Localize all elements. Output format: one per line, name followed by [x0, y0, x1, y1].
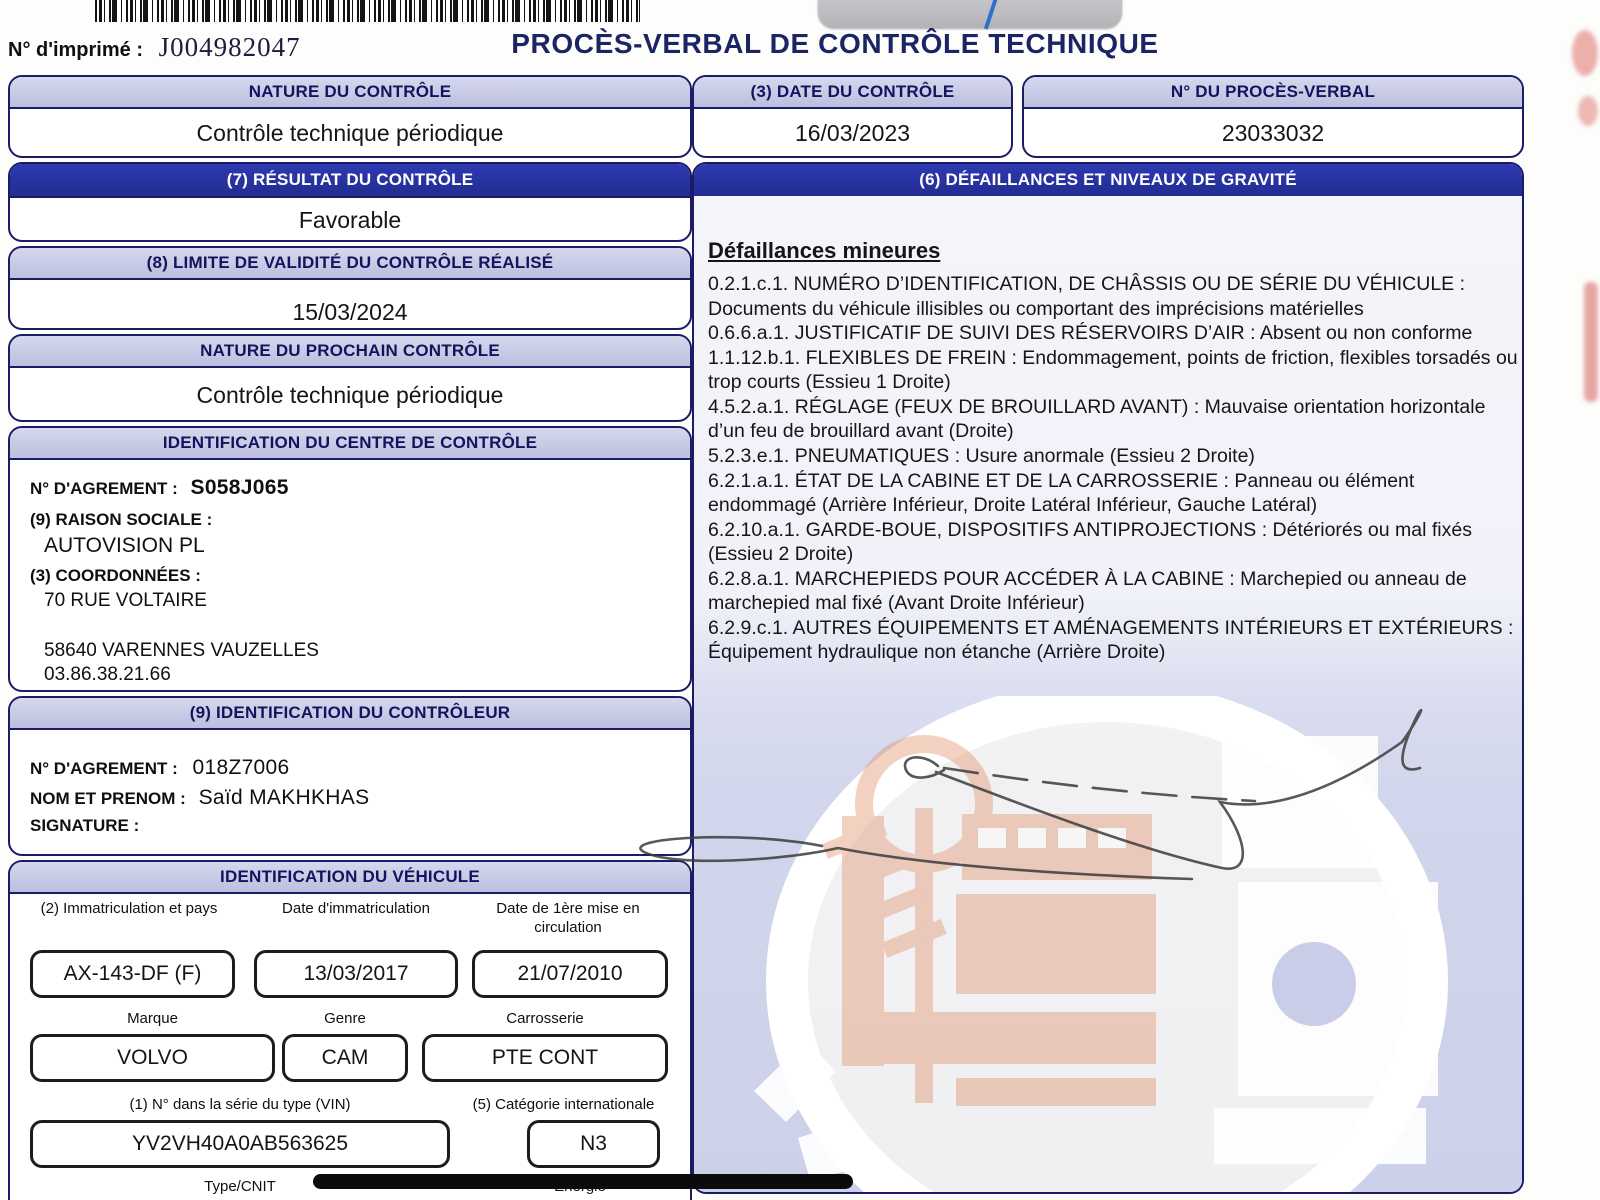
vehicule-label-date-mise-circulation: Date de 1ère mise en circulation [496, 900, 640, 936]
defects-list-block [708, 238, 1524, 665]
centre-agrement-value: S058J065 [190, 476, 289, 499]
vehicule-categorie-value: N3 [527, 1120, 660, 1168]
section-header: IDENTIFICATION DU VÉHICULE [10, 862, 690, 894]
vehicule-date-mise-circulation-value: 21/07/2010 [472, 950, 668, 998]
section-header: NATURE DU CONTRÔLE [10, 77, 690, 109]
scan-artifact-blue-slash [984, 0, 1000, 30]
scan-artifact-grey-tab [818, 0, 1122, 28]
section-resultat [8, 162, 692, 242]
vehicule-label-marque: Marque [127, 1010, 178, 1027]
section-centre-controle [8, 426, 692, 692]
page-title: PROCÈS-VERBAL DE CONTRÔLE TECHNIQUE [511, 28, 1159, 59]
vehicule-label-categorie: (5) Catégorie internationale [472, 1096, 655, 1113]
defect-item: 4.5.2.a.1. RÉGLAGE (FEUX DE BROUILLARD AVANT) : Mauvaise orientation horizontale d’un feu de brouillard avant (Droite) [708, 395, 1486, 443]
barcode [95, 0, 640, 22]
centre-raison-value: AUTOVISION PL [44, 534, 205, 557]
printed-number-label: N° d'imprimé : [8, 39, 143, 61]
vehicule-immatriculation-value: AX-143-DF (F) [30, 950, 235, 998]
section-header: (7) RÉSULTAT DU CONTRÔLE [10, 164, 690, 198]
vehicule-label-vin: (1) N° dans la série du type (VIN) [129, 1096, 351, 1113]
defects-section-title: Défaillances mineures [708, 238, 941, 263]
centre-address-line2: 58640 VARENNES VAUZELLES [44, 640, 319, 661]
controleur-agrement-value: 018Z7006 [192, 756, 290, 779]
vehicule-vin-value: YV2VH40A0AB563625 [30, 1120, 450, 1168]
section-header: IDENTIFICATION DU CENTRE DE CONTRÔLE [10, 428, 690, 460]
defects-list [708, 272, 1524, 665]
controleur-agrement-line [30, 756, 290, 780]
section-header: NATURE DU PROCHAIN CONTRÔLE [10, 336, 690, 368]
centre-raison-label: (9) RAISON SOCIALE : [30, 510, 213, 529]
limite-validite-value: 15/03/2024 [292, 299, 408, 325]
section-defaillances [692, 162, 1524, 1194]
proces-verbal-value: 23033032 [1221, 120, 1325, 146]
controleur-signature-label: SIGNATURE : [30, 816, 140, 835]
defect-item: 6.2.1.a.1. ÉTAT DE LA CABINE ET DE LA CARROSSERIE : Panneau ou élément endommagé (Arrière Inférieur, Droite Latéral Inférieur, Gauche Latéral) [708, 469, 1415, 517]
vehicule-genre-value: CAM [282, 1034, 408, 1082]
watermark-logo [694, 696, 1522, 1194]
centre-address-line1: 70 RUE VOLTAIRE [44, 590, 207, 611]
section-proces-verbal [1022, 75, 1524, 158]
controleur-nom-label: NOM ET PRENOM : [30, 789, 186, 808]
scan-artifact-red-mark [1572, 30, 1598, 76]
section-date-controle [692, 75, 1013, 158]
controleur-nom-line [30, 786, 369, 810]
defect-item: 6.2.10.a.1. GARDE-BOUE, DISPOSITIFS ANTIPROJECTIONS : Détériorés ou mal fixés (Essieu 2 Droite) [708, 518, 1472, 566]
controleur-agrement-label: N° D'AGREMENT : [30, 759, 178, 778]
scan-artifact-red-mark [1578, 96, 1598, 126]
resultat-value: Favorable [298, 206, 402, 233]
vehicule-marque-value: VOLVO [30, 1034, 275, 1082]
defect-item: 6.2.9.c.1. AUTRES ÉQUIPEMENTS ET AMÉNAGEMENTS INTÉRIEURS ET EXTÉRIEURS : Équipement hydraulique non étanche (Arrière Droite) [708, 616, 1514, 664]
vehicule-label-carrosserie: Carrosserie [506, 1010, 584, 1027]
vehicule-label-date-immatriculation: Date d'immatriculation [282, 900, 430, 917]
centre-agrement-label: N° D'AGREMENT : [30, 479, 178, 498]
section-controleur [8, 696, 692, 856]
defect-item: 0.6.6.a.1. JUSTIFICATIF DE SUIVI DES RÉSERVOIRS D’AIR : Absent ou non conforme [708, 322, 1473, 345]
defect-item: 1.1.12.b.1. FLEXIBLES DE FREIN : Endommagement, points de friction, flexibles torsadés ou trop courts (Essieu 1 Droite) [708, 346, 1518, 394]
centre-agrement-line [30, 476, 289, 500]
section-header: (6) DÉFAILLANCES ET NIVEAUX DE GRAVITÉ [694, 164, 1522, 198]
section-header: N° DU PROCÈS-VERBAL [1024, 77, 1522, 109]
section-limite-validite [8, 246, 692, 330]
vehicule-label-immatriculation: (2) Immatriculation et pays [40, 900, 218, 917]
section-nature-controle [8, 75, 692, 158]
controleur-nom-value: Saïd MAKHKHAS [198, 786, 370, 809]
redaction-bar [313, 1174, 853, 1189]
vehicule-date-immatriculation-value: 13/03/2017 [254, 950, 458, 998]
section-header: (3) DATE DU CONTRÔLE [694, 77, 1011, 109]
printed-number-value: J004982047 [158, 32, 301, 62]
printed-number-line [8, 32, 301, 63]
prochain-controle-value: Contrôle technique périodique [196, 381, 504, 408]
centre-coordonnees-label: (3) COORDONNÉES : [30, 566, 201, 585]
nature-controle-value: Contrôle technique périodique [196, 120, 504, 146]
date-controle-value: 16/03/2023 [794, 120, 911, 146]
defaillances-body [694, 196, 1522, 1192]
defect-item: 6.2.8.a.1. MARCHEPIEDS POUR ACCÉDER À LA CABINE : Marchepied ou anneau de marchepied mal fixé (Avant Droite Inférieur) [708, 567, 1467, 615]
defect-item: 0.2.1.c.1. NUMÉRO D’IDENTIFICATION, DE CHÂSSIS OU DE SÉRIE DU VÉHICULE : Documents du véhicule illisibles ou comportant des imprécisions matérielles [708, 273, 1466, 320]
vehicule-label-type-cnit: Type/CNIT [204, 1178, 276, 1195]
scan-artifact-red-mark [1584, 282, 1598, 402]
section-vehicule [8, 860, 692, 1200]
section-header: (9) IDENTIFICATION DU CONTRÔLEUR [10, 698, 690, 730]
section-header: (8) LIMITE DE VALIDITÉ DU CONTRÔLE RÉALISÉ [10, 248, 690, 280]
centre-phone: 03.86.38.21.66 [44, 664, 171, 685]
defect-item: 5.2.3.e.1. PNEUMATIQUES : Usure anormale (Essieu 2 Droite) [708, 444, 1255, 467]
section-prochain-controle [8, 334, 692, 422]
vehicule-label-genre: Genre [324, 1010, 366, 1027]
vehicule-carrosserie-value: PTE CONT [422, 1034, 668, 1082]
